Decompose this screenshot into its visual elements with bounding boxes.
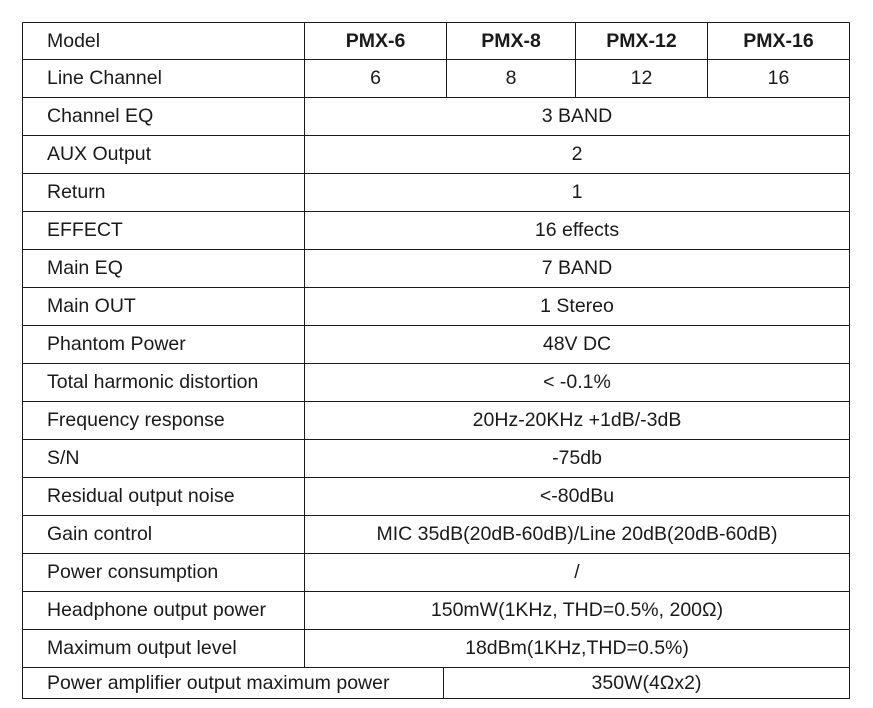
line-channel-pmx-8: 8 <box>447 60 576 98</box>
spec-row <box>22 592 850 630</box>
row-value: 350W(4Ωx2) <box>444 668 850 699</box>
row-value: / <box>305 554 850 592</box>
model-header-pmx-6: PMX-6 <box>305 22 447 60</box>
row-value: -75db <box>305 440 850 478</box>
row-label: Frequency response <box>22 402 305 440</box>
model-header-pmx-12: PMX-12 <box>576 22 708 60</box>
row-label: Maximum output level <box>22 630 305 668</box>
row-label: Main EQ <box>22 250 305 288</box>
spec-row <box>22 98 850 136</box>
row-label: AUX Output <box>22 136 305 174</box>
row-value: 2 <box>305 136 850 174</box>
row-label: Residual output noise <box>22 478 305 516</box>
row-label: Channel EQ <box>22 98 305 136</box>
row-value: MIC 35dB(20dB-60dB)/Line 20dB(20dB-60dB) <box>305 516 850 554</box>
header-row <box>22 22 850 60</box>
line-channel-pmx-12: 12 <box>576 60 708 98</box>
last-spec-row <box>22 668 850 699</box>
row-value: 20Hz-20KHz +1dB/-3dB <box>305 402 850 440</box>
row-label: S/N <box>22 440 305 478</box>
row-value: <-80dBu <box>305 478 850 516</box>
row-value: 1 <box>305 174 850 212</box>
spec-row <box>22 440 850 478</box>
spec-row <box>22 174 850 212</box>
row-value: 1 Stereo <box>305 288 850 326</box>
spec-row <box>22 478 850 516</box>
spec-row <box>22 326 850 364</box>
spec-row <box>22 364 850 402</box>
spec-row <box>22 212 850 250</box>
row-label: Headphone output power <box>22 592 305 630</box>
row-value: 16 effects <box>305 212 850 250</box>
spec-table <box>22 22 850 699</box>
row-label: EFFECT <box>22 212 305 250</box>
spec-row <box>22 250 850 288</box>
spec-row <box>22 288 850 326</box>
row-value: 150mW(1KHz, THD=0.5%, 200Ω) <box>305 592 850 630</box>
row-label: Power consumption <box>22 554 305 592</box>
row-label: Phantom Power <box>22 326 305 364</box>
row-value: < -0.1% <box>305 364 850 402</box>
row-value: 18dBm(1KHz,THD=0.5%) <box>305 630 850 668</box>
model-header-pmx-8: PMX-8 <box>447 22 576 60</box>
line-channel-pmx-16: 16 <box>708 60 850 98</box>
line-channel-pmx-6: 6 <box>305 60 447 98</box>
spec-row <box>22 402 850 440</box>
line-channel-row <box>22 60 850 98</box>
spec-row <box>22 516 850 554</box>
header-label: Model <box>22 22 305 60</box>
row-label: Return <box>22 174 305 212</box>
row-label: Line Channel <box>22 60 305 98</box>
row-value: 7 BAND <box>305 250 850 288</box>
spec-row <box>22 554 850 592</box>
row-value: 48V DC <box>305 326 850 364</box>
row-label: Power amplifier output maximum power <box>22 668 444 699</box>
row-label: Total harmonic distortion <box>22 364 305 402</box>
row-label: Main OUT <box>22 288 305 326</box>
spec-row <box>22 136 850 174</box>
model-header-pmx-16: PMX-16 <box>708 22 850 60</box>
row-value: 3 BAND <box>305 98 850 136</box>
row-label: Gain control <box>22 516 305 554</box>
spec-row <box>22 630 850 668</box>
